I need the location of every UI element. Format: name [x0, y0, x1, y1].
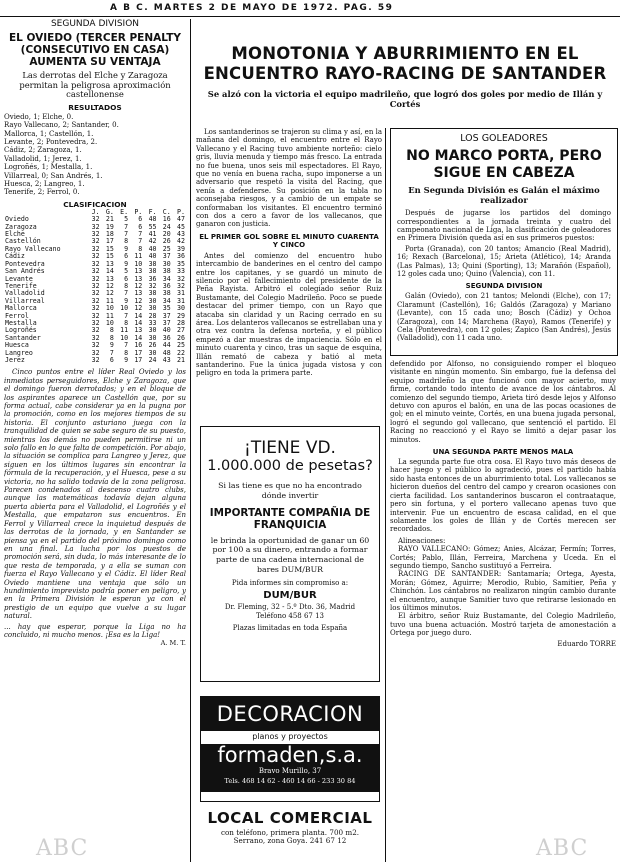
team-name: Huesca — [5, 341, 29, 350]
team-name: Logroñés — [5, 326, 37, 335]
standings-cell: 14 — [134, 318, 143, 327]
standings-cell: 32 — [177, 274, 185, 283]
team-name: Jerez — [5, 355, 25, 364]
standings-cell: 30 — [148, 296, 157, 305]
standings-header-cell: P. — [134, 207, 143, 216]
standings-cell: 38 — [162, 267, 171, 276]
decoration-company: formaden,s.a. — [217, 743, 363, 768]
standings-cell: 5 — [124, 267, 129, 276]
standings-cell: 6 — [109, 355, 114, 364]
standings-cell: 8 — [124, 348, 129, 357]
scorers-para-3: Galán (Oviedo), con 21 tantos; Melondi (Elche), con 17; Claramunt (Castellón), 16; Galdós (Zaragoza) y Mariano (Levante), con 15 cada uno; Bosch (Cádiz) y Ochoa (Zaragoza), con 14; Marchena (Rayo), Ramos (Tenerife) y Cela (Pontevedra), con 12 goles; Zapico (San Andrés), Jesús (Valladolid), con 11 cada uno. — [397, 292, 611, 343]
standings-cell: 38 — [148, 289, 157, 298]
standings-cell: 41 — [148, 230, 157, 239]
standings-cell: 36 — [162, 281, 171, 290]
result-line: Cádiz, 2; Zaragoza, 1. — [4, 146, 82, 155]
standings-cell: 37 — [162, 311, 171, 320]
standings-cell: 32 — [91, 267, 100, 276]
standings-cell: 13 — [134, 267, 143, 276]
main-headline-block — [194, 44, 616, 122]
standings-cell: 27 — [177, 326, 185, 335]
right-para-3: RAYO VALLECANO: Gómez; Anies, Alcázar, Fermín; Torres, Cortés; Pablo, Illán, Ferreira, Marchena y Uceda. En el segundo tiempo, Sancho sustituyó a Ferreira. — [390, 545, 616, 570]
standings-cell: 8 — [124, 318, 129, 327]
standings-header-cell: G. — [105, 207, 114, 216]
scorers-box — [390, 128, 618, 356]
result-line: Logroñés, 1; Mestalla, 1. — [4, 163, 93, 172]
commercial-title: LOCAL COMERCIAL — [207, 809, 373, 827]
classification-title: CLASIFICACION — [63, 199, 127, 209]
standings-cell: 11 — [105, 311, 114, 320]
standings-cell: 22 — [177, 348, 185, 357]
standings-cell: 17 — [105, 237, 114, 246]
standings-cell: 28 — [177, 318, 185, 327]
standings-cell: 48 — [162, 348, 171, 357]
commercial-ad — [200, 810, 380, 862]
standings-cell: 34 — [162, 296, 171, 305]
standings-cell: 32 — [91, 244, 100, 253]
standings-cell: 29 — [177, 311, 185, 320]
ad-title-3: IMPORTANTE COMPAÑIA DE FRANQUICIA — [209, 506, 371, 531]
article-para-1: Los santanderinos se trajeron su clima y así, en la mañana del domingo, el encuentro entre el Rayo Vallecano y el Racing tuvo ambiente norteño: cielo gris, lluvia menuda y tiempo más fresco. La entrada no fue buena, unos seis mil espectadores. El Rayo, que no venía en buena racha, supo imponerse a un adversario que respetó la visita del Racing, que venía a defenderse. Su posición en la tabla no aconsejaba riesgos, y a cambio de un empate se conformaban los visitantes. El encuentro terminó con dos a cero a favor de los vallecanos, que ganaron con justicia. — [196, 128, 382, 229]
standings-cell: 32 — [91, 318, 100, 327]
team-name: Rayo Vallecano — [5, 244, 61, 253]
standings-cell: 55 — [148, 222, 157, 231]
left-signature: A. M. T. — [160, 639, 186, 648]
standings-table — [4, 209, 186, 365]
result-line: Valladolid, 1; Jerez, 1. — [4, 154, 82, 163]
ad-title-1: ¡TIENE VD. — [244, 438, 336, 458]
standings-cell: 8 — [109, 333, 114, 342]
results-list — [4, 113, 186, 197]
scorers-para-1: Después de jugarse los partidos del domingo correspondientes a la jornada treinta y cuatro del campeonato nacional de Liga, la clasificación de goleadores en Primera División queda así en sus primeros puestos: — [397, 209, 611, 243]
standings-cell: 10 — [134, 259, 143, 268]
standings-cell: 26 — [148, 341, 157, 350]
standings-cell: 7 — [138, 230, 143, 239]
standings-cell: 8 — [124, 237, 129, 246]
standings-cell: 8 — [109, 326, 114, 335]
team-name: Ferrol — [5, 311, 29, 320]
standings-cell: 7 — [138, 237, 143, 246]
standings-cell: 33 — [148, 318, 157, 327]
decoration-title: DECORACION — [216, 702, 364, 726]
standings-cell: 9 — [124, 296, 129, 305]
team-name: Elche — [5, 230, 25, 239]
standings-cell: 30 — [148, 326, 157, 335]
standings-cell: 26 — [177, 333, 185, 342]
standings-cell: 40 — [162, 326, 171, 335]
standings-cell: 24 — [162, 222, 171, 231]
standings-cell: 7 — [124, 289, 129, 298]
scorers-para-2: Porta (Granada), con 20 tantos; Amancio (Real Madrid), 16; Rexach (Barcelona), 15; Arieta (Atlético), 14; Aranda (Las Palmas), 13; Quini (Sporting), 13; Marañón (Español), 12 goles cada uno; Quino (Valencia), con 11. — [397, 244, 611, 279]
results-title: RESULTADOS — [68, 102, 122, 112]
standings-cell: 45 — [177, 222, 185, 231]
standings-cell: 13 — [134, 274, 143, 283]
left-subhead: Las derrotas del Elche y Zaragoza permitan la peligrosa aproximación castellonense — [19, 70, 171, 100]
decoration-address: Bravo Murillo, 37 — [258, 767, 322, 776]
standings-cell: 40 — [148, 252, 157, 261]
right-subhead: UNA SEGUNDA PARTE MENOS MALA — [432, 448, 574, 457]
ad-address: Dr. Fleming, 32 - 5.º Dto. 36, Madrid Teléfono 458 67 13 — [224, 603, 356, 620]
standings-cell: 32 — [91, 259, 100, 268]
standings-cell: 32 — [91, 348, 100, 357]
team-name: Castellón — [5, 237, 41, 246]
team-name: Tenerife — [5, 281, 37, 290]
standings-cell: 10 — [120, 333, 129, 342]
ad-line-1: Si las tiene es que no ha encontrado dónde invertir — [218, 481, 362, 500]
standings-cell: 38 — [148, 259, 157, 268]
standings-cell: 30 — [162, 259, 171, 268]
standings-cell: 33 — [177, 267, 185, 276]
article-subhead-1: EL PRIMER GOL SOBRE EL MINUTO CUARENTA Y CINCO — [199, 232, 379, 250]
standings-cell: 43 — [162, 355, 171, 364]
standings-cell: 11 — [105, 296, 114, 305]
standings-cell: 7 — [124, 341, 129, 350]
team-name: Santander — [5, 333, 41, 342]
standings-cell: 38 — [162, 289, 171, 298]
team-name: Langreo — [5, 348, 33, 357]
right-column — [390, 360, 616, 862]
result-line: Tenerife, 2; Ferrol, 0. — [4, 188, 80, 197]
standings-cell: 8 — [138, 244, 143, 253]
team-name: Cádiz — [5, 252, 25, 261]
standings-cell: 13 — [134, 289, 143, 298]
standings-cell: 6 — [124, 252, 129, 261]
standings-cell: 13 — [134, 326, 143, 335]
page-header: A B C. MARTES 2 DE MAYO DE 1972. PAG. 59 — [110, 3, 394, 13]
header-rule — [0, 16, 620, 17]
standings-cell: 20 — [162, 230, 171, 239]
standings-cell: 9 — [124, 259, 129, 268]
decoration-ad — [200, 696, 380, 802]
left-footer: ... hay que esperar, porque la Liga no ha concluido, ni mucho menos. ¡Esa es la Liga! — [4, 622, 186, 639]
standings-cell: 32 — [91, 222, 100, 231]
middle-column — [196, 128, 382, 418]
standings-cell: 32 — [91, 230, 100, 239]
team-name: Levante — [5, 274, 33, 283]
standings-cell: 7 — [109, 348, 114, 357]
decoration-name-bar — [201, 744, 379, 792]
commercial-line-1: con teléfono, primera planta. 700 m2. — [220, 828, 360, 837]
scorers-label: LOS GOLEADORES — [460, 133, 548, 144]
standings-cell: 28 — [148, 311, 157, 320]
standings-cell: 36 — [177, 252, 185, 261]
standings-cell: 18 — [105, 230, 114, 239]
lineups-title: Alineaciones: — [398, 536, 446, 545]
standings-cell: 25 — [177, 341, 185, 350]
standings-cell: 32 — [91, 274, 100, 283]
ad-line-3: Pida informes sin compromiso a: — [231, 578, 349, 587]
abc-watermark-right: ABC — [536, 836, 589, 861]
column-divider-2 — [385, 128, 386, 862]
team-name: Mestalla — [5, 318, 37, 327]
ad-footer: Plazas limitadas en toda España — [232, 624, 348, 632]
standings-cell: 48 — [148, 215, 157, 224]
standings-cell: 25 — [162, 244, 171, 253]
left-column — [4, 19, 186, 862]
ad-line-2: le brinda la oportunidad de ganar un 60 por 100 a su dinero, entrando a formar parte de una cadena internacional de bares DUM/BUR — [210, 535, 370, 574]
right-para-5: El árbitro, señor Ruiz Bustamante, del Colegio Madrileño, tuvo una buena actuación. Mostró tarjeta de amonestación a Ortega por juego duro. — [390, 612, 616, 638]
standings-cell: 47 — [177, 215, 185, 224]
standings-header-cell: F. — [148, 207, 157, 216]
standings-cell: 19 — [105, 222, 114, 231]
result-line: Mallorca, 1; Castellón, 1. — [4, 129, 94, 138]
result-line: Oviedo, 1; Elche, 0. — [4, 112, 74, 121]
standings-cell: 21 — [177, 355, 185, 364]
standings-cell: 32 — [91, 304, 100, 313]
standings-cell: 32 — [91, 281, 100, 290]
standings-cell: 12 — [105, 289, 114, 298]
standings-cell: 39 — [177, 244, 185, 253]
standings-cell: 5 — [124, 215, 129, 224]
standings-cell: 42 — [177, 237, 185, 246]
standings-cell: 16 — [134, 341, 143, 350]
standings-cell: 44 — [162, 341, 171, 350]
standings-cell: 32 — [91, 355, 100, 364]
standings-cell: 32 — [91, 215, 100, 224]
decoration-sub: planos y proyectos — [252, 732, 328, 741]
standings-row — [4, 357, 186, 364]
decoration-phones: Tels. 468 14 62 - 460 14 66 - 233 30 84 — [224, 777, 356, 786]
result-line: Villarreal, 0; San Andrés, 1. — [4, 171, 103, 180]
standings-cell: 40 — [148, 244, 157, 253]
standings-cell: 32 — [91, 333, 100, 342]
standings-cell: 30 — [148, 304, 157, 313]
franchise-ad — [200, 426, 380, 682]
standings-cell: 38 — [148, 267, 157, 276]
decoration-title-bar — [201, 697, 379, 731]
standings-cell: 30 — [148, 348, 157, 357]
standings-cell: 10 — [105, 304, 114, 313]
result-line: Levante, 2; Pontevedra, 2. — [4, 138, 98, 146]
standings-cell: 6 — [124, 274, 129, 283]
standings-cell: 35 — [162, 304, 171, 313]
standings-cell: 11 — [134, 252, 143, 261]
standings-cell: 17 — [134, 355, 143, 364]
abc-watermark-left: ABC — [36, 836, 89, 861]
standings-cell: 31 — [177, 289, 185, 298]
standings-cell: 6 — [138, 222, 143, 231]
right-para-1: defendido por Alfonso, no consiguiendo romper el bloqueo visitante en ningún momento. Sin embargo, fue la defensa del equipo madrileño la que funcionó con mayor acierto, muy firme, cortando todo intento de avance de los cántabros. Al comienzo del segundo tiempo, Arieta tiró desde lejos y Alfonso detuvo con apuros el balón, en una de las pocas ocasiones de gol; en el minuto veinte, Cortés, en una buena jugada personal, logró el segundo gol vallecano, que sentenció el partido. El Racing no reaccionó y el Rayo se limitó a dejar pasar los minutos. — [390, 360, 616, 444]
standings-cell: 7 — [124, 311, 129, 320]
standings-cell: 21 — [105, 215, 114, 224]
standings-cell: 9 — [124, 244, 129, 253]
left-headline: EL OVIEDO (TERCER PENALTY (CONSECUTIVO EN CASA) AUMENTA SU VENTAJA — [8, 32, 181, 68]
standings-cell: 9 — [109, 341, 114, 350]
standings-cell: 10 — [105, 318, 114, 327]
standings-cell: 32 — [91, 252, 100, 261]
team-name: Pontevedra — [5, 259, 45, 268]
result-line: Rayo Vallecano, 2; Santander, 0. — [4, 121, 119, 130]
scorers-sub-2: SEGUNDA DIVISION — [465, 282, 543, 291]
standings-cell: 32 — [91, 326, 100, 335]
standings-cell: 15 — [105, 244, 114, 253]
standings-header-cell: C. — [162, 207, 171, 216]
standings-cell: 17 — [134, 348, 143, 357]
standings-cell: 11 — [120, 326, 129, 335]
standings-header-cell: J. — [91, 207, 100, 216]
standings-cell: 36 — [162, 333, 171, 342]
right-para-2: La segunda parte fue otra cosa. El Rayo tuvo más deseos de hacer juego y el público lo agradeció, pues el partido había sido hasta entonces de un aburrimiento total. Los vallecanos se hicieron dueños del centro del campo y crearon ocasiones con cierta facilidad. Los santanderinos buscaron el contraataque, pero sin fortuna, y el portero vallecano apenas tuvo que intervenir. Fue un encuentro de escasa calidad, en el que solamente los goles de Illán y de Cortés merecen ser recordados. — [390, 458, 616, 534]
standings-cell: 35 — [177, 259, 185, 268]
standings-cell: 43 — [177, 230, 185, 239]
scorers-sub: En Segunda División es Galán el máximo realizador — [408, 185, 600, 205]
article-para-2: Antes del comienzo del encuentro hubo intercambio de banderines en el centro del campo entre los capitanes, y se guardó un minuto de silencio por el fallecimiento del presidente de la Peña Rayista. Arbitró el colegiado señor Ruiz Bustamante, del Colegio Madrileño. Poco se puede destacar del primer tiempo, con un Rayo que atacaba sin claridad y un Racing cerrado en su área. Los delanteros vallecanos se estrellaban una y otra vez contra la defensa norteña, y el público empezó a dar muestras de impaciencia. Sólo en el minuto cuarenta y cinco, tras un saque de esquina, Illán remató de cabeza y batió al meta santanderino. Fue la única jugada vistosa y con peligro en toda la primera parte. — [196, 251, 382, 378]
standings-cell: 13 — [105, 259, 114, 268]
standings-cell: 42 — [148, 237, 157, 246]
team-name: Mallorca — [5, 304, 37, 313]
standings-cell: 32 — [91, 237, 100, 246]
left-body: Cinco puntos entre el líder Real Oviedo y los inmediatos perseguidores, Elche y Zaragoza, que el domingo fueron derrotados; y en el bloque de los aspirantes aparece un Castellón que, por su forma actual, cabe considerar ya en la pugna por la promoción, como en los mejores tiempos de su historia. El conjunto asturiano juega con la tranquilidad de quien se sabe seguro de su puesto, mientras los demás no pueden permitirse ni un solo fallo en lo que falta de competición. Por abajo, la situación se complica para Langreo y Jerez, que siguen en los últimos lugares sin encontrar la fórmula de la recuperación, y el Huesca, pese a su victoria, no ha salido todavía de la zona peligrosa. Parecen condenados al descenso cuatro clubs, aunque las matemáticas todavía dejan alguna puerta abierta para el Valladolid, el Logroñés y el Mestalla, que empataron sus encuentros. En Ferrol y Villarreal crece la inquietud después de las derrotas de la jornada, y en Santander se piensa ya en el partido del próximo domingo como en una final. La lucha por los puestos de promoción será, sin duda, lo más interesante de lo que resta de temporada, y a ella se suman con fuerza el Rayo Vallecano y el Cádiz. El líder Real Oviedo mantiene una ventaja que sólo un hundimiento imprevisto podría poner en peligro, y en la Primera División le esperan ya con el prestigio de un equipo que vuelve a su lugar natural. — [4, 368, 186, 621]
standings-cell: 36 — [148, 274, 157, 283]
section-label: SEGUNDA DIVISION — [50, 19, 140, 29]
standings-cell: 8 — [124, 281, 129, 290]
standings-cell: 12 — [134, 281, 143, 290]
right-signature: Eduardo TORRE — [557, 639, 616, 648]
standings-cell: 7 — [124, 222, 129, 231]
standings-cell: 26 — [162, 237, 171, 246]
ad-title-2: 1.000.000 de pesetas? — [207, 458, 373, 474]
standings-cell: 12 — [105, 281, 114, 290]
column-divider — [190, 19, 191, 862]
standings-cell: 32 — [148, 281, 157, 290]
standings-cell: 12 — [134, 304, 143, 313]
right-para-4: RACING DE SANTANDER: Santamaría; Ortega, Ayesta, Morán; Gómez, Aguirre; Merodio, Rubio, Samitier, Peña y Chinchón. Los cántabros no realizaron ningún cambio durante el encuentro, aunque Samitier tuvo que retirarse lesionado en los últimos minutos. — [390, 570, 616, 612]
standings-header-cell: E. — [120, 207, 129, 216]
standings-cell: 14 — [134, 311, 143, 320]
standings-cell: 31 — [177, 296, 185, 305]
main-headline: MONOTONIA Y ABURRIMIENTO EN EL ENCUENTRO RAYO-RACING DE SANTANDER — [203, 44, 607, 83]
standings-cell: 32 — [177, 281, 185, 290]
standings-cell: 37 — [162, 318, 171, 327]
standings-cell: 16 — [162, 215, 171, 224]
standings-cell: 32 — [91, 296, 100, 305]
team-name: Villarreal — [5, 296, 45, 305]
standings-cell: 34 — [162, 274, 171, 283]
scorers-title: NO MARCO PORTA, PERO SIGUE EN CABEZA — [406, 148, 602, 181]
standings-cell: 7 — [124, 230, 129, 239]
standings-cell: 13 — [105, 274, 114, 283]
standings-cell: 9 — [124, 355, 129, 364]
team-name: Zaragoza — [5, 222, 37, 231]
standings-cell: 32 — [91, 289, 100, 298]
standings-cell: 14 — [134, 333, 143, 342]
team-name: San Andrés — [5, 267, 45, 276]
commercial-line-2: Serrano, zona Goya. 241 67 12 — [233, 836, 347, 846]
standings-cell: 15 — [105, 252, 114, 261]
standings-cell: 6 — [138, 215, 143, 224]
standings-cell: 37 — [162, 252, 171, 261]
main-subhead: Se alzó con la victoria el equipo madrileño, que logró dos goles por medio de Illán y Cortés — [207, 89, 603, 109]
standings-cell: 32 — [91, 311, 100, 320]
ad-brand: DUM/BUR — [263, 590, 317, 602]
standings-cell: 10 — [120, 304, 129, 313]
standings-cell: 24 — [148, 355, 157, 364]
team-name: Valladolid — [5, 289, 45, 298]
standings-header-cell: P. — [177, 207, 185, 216]
standings-cell: 32 — [91, 341, 100, 350]
team-name: Oviedo — [5, 215, 29, 224]
standings-cell: 30 — [148, 333, 157, 342]
standings-cell: 30 — [177, 304, 185, 313]
standings-cell: 12 — [134, 296, 143, 305]
result-line: Huesca, 2; Langreo, 1. — [4, 180, 85, 189]
standings-cell: 14 — [105, 267, 114, 276]
